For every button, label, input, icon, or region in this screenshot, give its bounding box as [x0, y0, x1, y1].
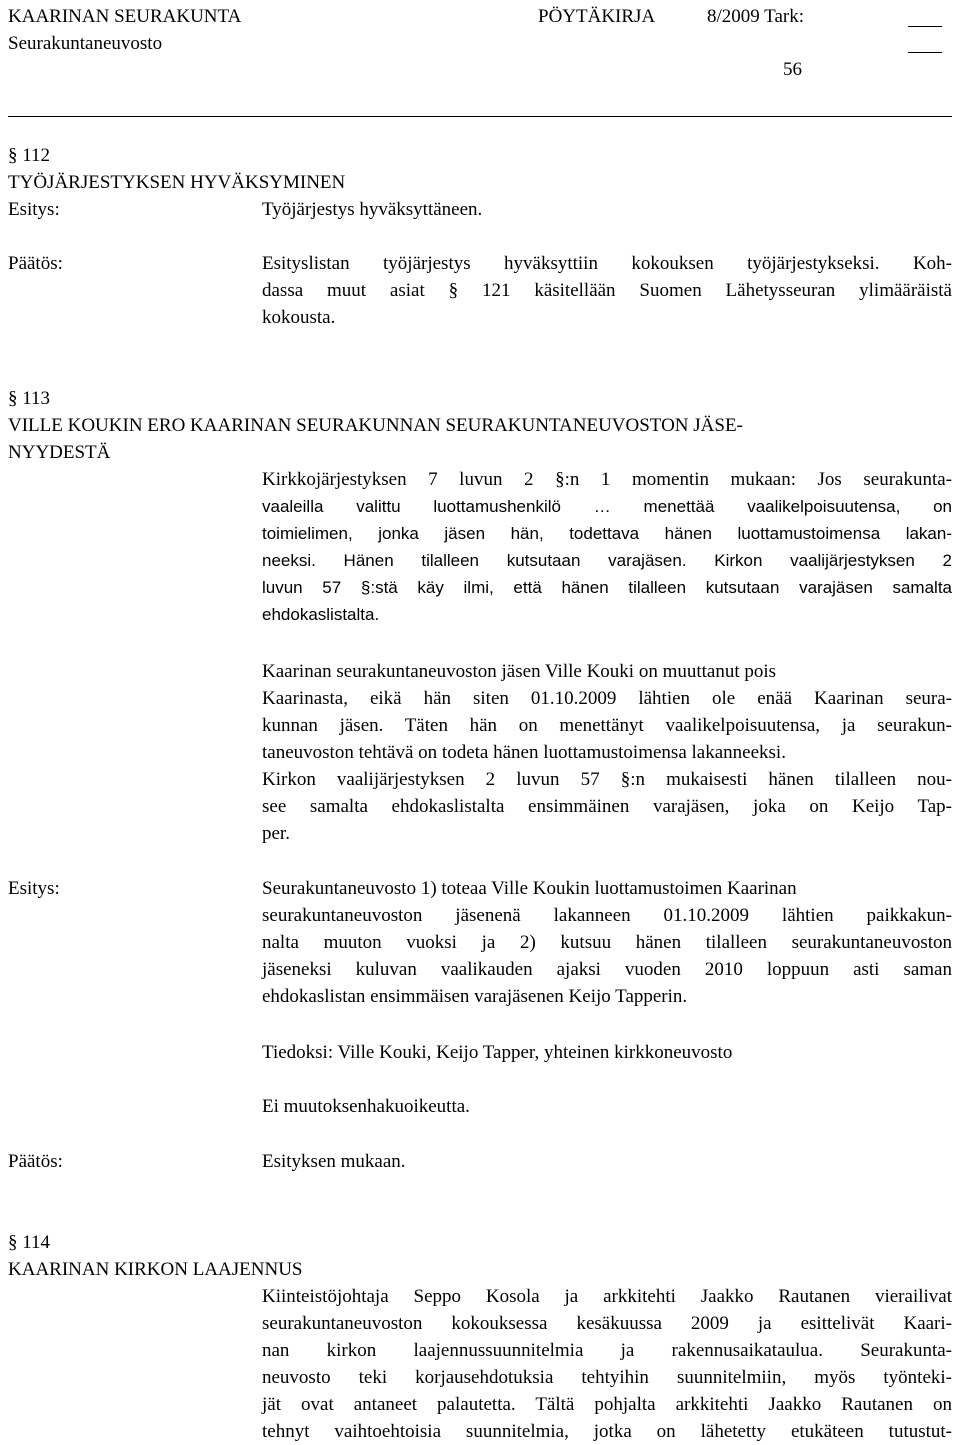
law-line: Kirkkojärjestyksen 7 luvun 2 §:n 1 momentin mukaan: Jos seurakunta-	[262, 469, 952, 490]
section-113-appeal: Ei muutoksenhakuoikeutta.	[262, 1096, 470, 1117]
tark-blank-1	[908, 26, 942, 27]
section-114-title: KAARINAN KIRKON LAAJENNUS	[8, 1259, 303, 1280]
section-113-notice: Tiedoksi: Ville Kouki, Keijo Tapper, yhteinen kirkkoneuvosto	[262, 1042, 733, 1063]
section-112-number: § 112	[8, 145, 51, 166]
law-line: toimielimen, jonka jäsen hän, todettava hänen luottamustoimensa lakan-	[262, 524, 952, 543]
text-line: nan kirkon laajennussuunnitelmia ja rakennusaikataulua. Seurakunta-	[262, 1340, 952, 1361]
label-esitys-113: Esitys:	[8, 878, 60, 899]
background-line: per.	[262, 823, 290, 844]
text-line: tehnyt vaihtoehtoisia suunnitelmia, jotka on lähetetty etukäteen tutustut-	[262, 1421, 952, 1442]
title-line: NYYDESTÄ	[8, 442, 111, 463]
text-line: neuvosto teki korjausehdotuksia tehtyihin suunnitelmiin, myös työnteki-	[262, 1367, 952, 1388]
background-line: Kaarinan seurakuntaneuvoston jäsen Ville Kouki on muuttanut pois	[262, 661, 777, 682]
label-esitys-112: Esitys:	[8, 199, 60, 220]
proposal-line: jäseneksi kuluvan vaalikauden ajaksi vuoden 2010 loppuun asti saman	[262, 959, 952, 980]
tark-blank-2	[908, 52, 942, 53]
section-114-number: § 114	[8, 1232, 51, 1253]
section-113-decision: Esityksen mukaan.	[262, 1151, 406, 1172]
label-paatos-113: Päätös:	[8, 1151, 63, 1172]
label-paatos-112: Päätös:	[8, 253, 63, 274]
title-line: VILLE KOUKIN ERO KAARINAN SEURAKUNNAN SEURAKUNTANEUVOSTON JÄSE-	[8, 415, 743, 436]
law-line: neeksi. Hänen tilalleen kutsutaan varajäsen. Kirkon vaalijärjestyksen 2	[262, 551, 952, 570]
header-body: Seurakuntaneuvosto	[8, 33, 163, 54]
proposal-line: seurakuntaneuvoston jäsenenä lakanneen 01.10.2009 lähtien paikkakun-	[262, 905, 952, 926]
section-113-number: § 113	[8, 388, 51, 409]
decision-line: dassa muut asiat § 121 käsitellään Suomen Lähetysseuran ylimääräistä	[262, 280, 952, 301]
header-doc-type: PÖYTÄKIRJA	[538, 6, 656, 27]
section-113-background	[262, 658, 952, 847]
section-114-text	[262, 1283, 952, 1445]
text-line: jät ovat antaneet palautetta. Tältä pohjalta arkkitehti Jaakko Rautanen on	[262, 1394, 952, 1415]
page-number: 56	[783, 59, 802, 80]
section-112-decision	[262, 250, 952, 331]
background-line: see samalta ehdokaslistalta ensimmäinen varajäsen, joka on Keijo Tap-	[262, 796, 952, 817]
section-112-proposal: Työjärjestys hyväksyttäneen.	[262, 199, 483, 220]
proposal-line: ehdokaslistan ensimmäisen varajäsenen Keijo Tapperin.	[262, 986, 688, 1007]
law-line: luvun 57 §:stä käy ilmi, että hänen tilalleen kutsutaan varajäsen samalta	[262, 578, 952, 597]
proposal-line: nalta muuton vuoksi ja 2) kutsuu hänen tilalleen seurakuntaneuvoston	[262, 932, 952, 953]
section-113-proposal	[262, 875, 952, 1010]
background-line: Kirkon vaalijärjestyksen 2 luvun 57 §:n mukaisesti hänen tilalleen nou-	[262, 769, 952, 790]
section-112-title: TYÖJÄRJESTYKSEN HYVÄKSYMINEN	[8, 172, 346, 193]
proposal-line: Seurakuntaneuvosto 1) toteaa Ville Koukin luottamustoimen Kaarinan	[262, 878, 797, 899]
section-113-title	[8, 412, 743, 466]
header-organization: KAARINAN SEURAKUNTA	[8, 6, 242, 27]
law-line: vaaleilla valittu luottamushenkilö … menettää vaalikelpoisuutensa, on	[262, 497, 952, 516]
text-line: seurakuntaneuvoston kokouksessa kesäkuussa 2009 ja esittelivät Kaari-	[262, 1313, 952, 1334]
background-line: taneuvoston tehtävä on todeta hänen luottamustoimensa lakanneeksi.	[262, 742, 786, 763]
law-line: ehdokaslistalta.	[262, 605, 380, 624]
background-line: kunnan jäsen. Täten hän on menettänyt vaalikelpoisuutensa, ja seurakun-	[262, 715, 952, 736]
header-rule	[8, 116, 952, 117]
section-113-law-quote	[262, 466, 952, 628]
background-line: Kaarinasta, eikä hän siten 01.10.2009 lähtien ole enää Kaarinan seura-	[262, 688, 952, 709]
decision-line: Esityslistan työjärjestys hyväksyttiin kokouksen työjärjestykseksi. Koh-	[262, 253, 952, 274]
decision-line: kokousta.	[262, 307, 336, 328]
text-line: Kiinteistöjohtaja Seppo Kosola ja arkkitehti Jaakko Rautanen vierailivat	[262, 1286, 952, 1307]
header-number-label: 8/2009 Tark:	[707, 6, 805, 27]
